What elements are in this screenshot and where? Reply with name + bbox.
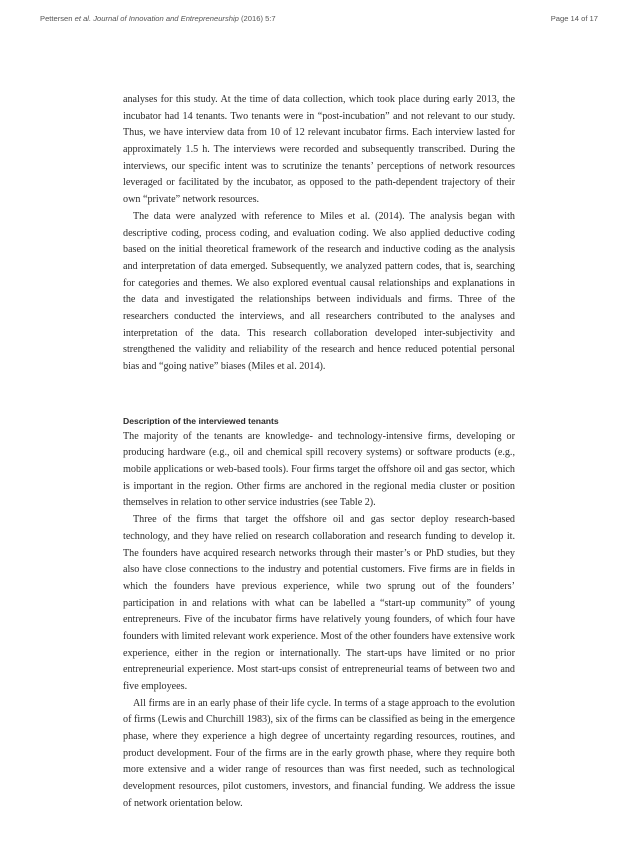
paragraph-firm-founders: Three of the firms that target the offshore oil and gas sector deploy research-based technology, and they have relied on research collaboration and research funding to develop it. The founders have acquired research networks through their master’s or PhD studies, but they also have close connections to the industry and potential customers. Five firms are in fields in which the founders have previous experience, while two sprung out of the founders’ participation in and relations with what can be labelled a “start-up community” of young entrepreneurs. Five of the incubator firms have relatively young founders, of which four have founders with limited relevant work experience. Most of the other founders have extensive work experience, either in the region or internationally. The start-ups have limited or no prior entrepreneurial experience. Most start-ups consist of entrepreneurial teams of between two and five employees. xyxy=(123,514,515,692)
page-number: Page 14 of 17 xyxy=(550,14,598,23)
header-authors: Pettersen xyxy=(40,14,73,23)
running-header xyxy=(0,0,638,30)
header-et-al: et al. xyxy=(74,14,92,23)
section-heading: Description of the interviewed tenants xyxy=(123,415,279,426)
header-journal: Journal of Innovation and Entrepreneurship xyxy=(93,14,239,23)
article-body xyxy=(123,92,515,813)
paragraph-tenants-overview: The majority of the tenants are knowledge- and technology-intensive firms, developing or producing hardware (e.g., oil and chemical spill recovery systems) or software products (e.g., mobile applications or web-based tools). Four firms target the offshore oil and gas sector, which is important in the region. Other firms are anchored in the regional media cluster or position themselves in relation to other service industries (see Table 2). xyxy=(123,430,515,509)
header-citation xyxy=(40,14,276,23)
paragraph-data-analysis: The data were analyzed with reference to Miles et al. (2014). The analysis began with descriptive coding, process coding, and evaluation coding. We also applied deductive coding based on the initial theoretical framework of the research and inductive coding as the analysis and interpretation of data emerged. Subsequently, we analyzed pattern codes, that is, searching for categories and themes. We also explored eventual causal relationships and explanations in the data and investigated the relationships between individuals and firms. Three of the researchers conducted the interviews, and all researchers contributed to the analyses and interpretation of the data. This research collaboration developed inter-subjectivity and strengthened the validity and reliability of the research and hence reduced potential personal bias and “going native” biases (Miles et al. 2014). xyxy=(123,210,515,372)
paragraph-life-cycle: All firms are in an early phase of their life cycle. In terms of a stage approach to the evolution of firms (Lewis and Churchill 1983), six of the firms can be classified as being in the emergence phase, where they experience a high degree of uncertainty regarding resources, routines, and product development. Four of the firms are in the early growth phase, where they require both more extensive and a wider range of resources than was first needed, such as technological development resources, pilot customers, investors, and financial funding. We address the issue of network orientation below. xyxy=(123,697,515,809)
header-volume: (2016) 5:7 xyxy=(241,14,276,23)
paragraph-data-collection: analyses for this study. At the time of data collection, which took place during early 2013, the incubator had 14 tenants. Two tenants were in “post-incubation” and not relevant to our study. Thus, we have interview data from 10 of 12 relevant incubator firms. Each interview lasted for approximately 1.5 h. The interviews were recorded and subsequently transcribed. During the interviews, our specific intent was to scrutinize the tenants’ perceptions of network resources leveraged or facilitated by the incubator, as opposed to the path-dependent trajectory of their own “private” network resources. xyxy=(123,94,515,206)
